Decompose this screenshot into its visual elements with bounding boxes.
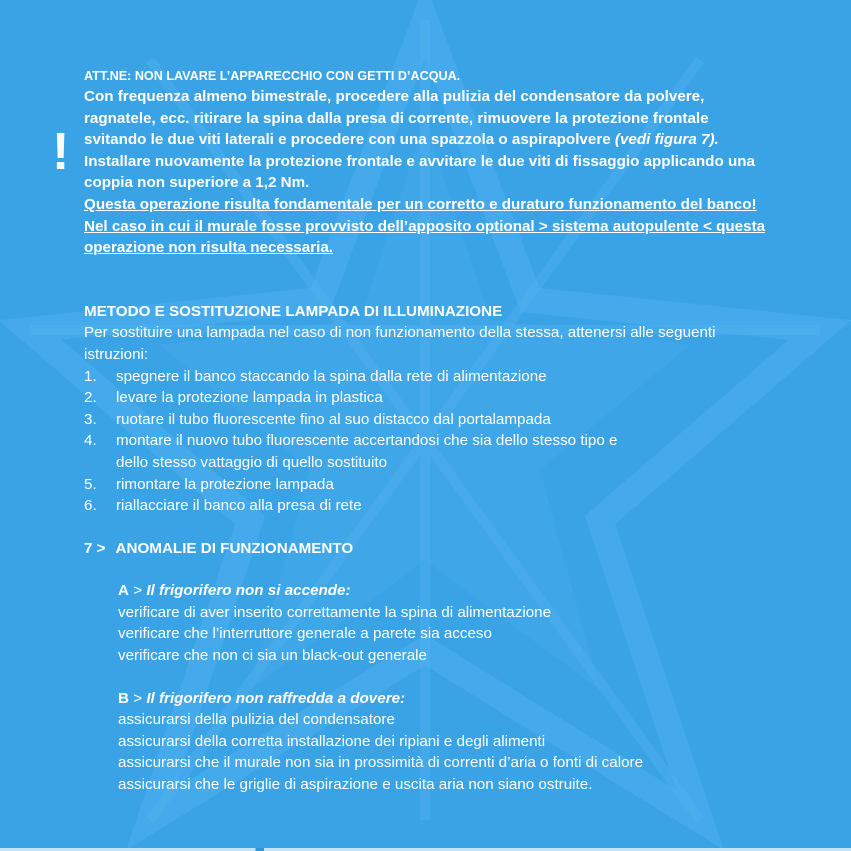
anomaly-title: Il frigorifero non raffredda a dovere: (146, 689, 406, 707)
document-body (84, 66, 774, 796)
anomaly-arrow: > (133, 689, 143, 707)
list-item: assicurarsi che le griglie di aspirazione e uscita aria non siano ostruite. (118, 776, 593, 794)
figure-reference: (vedi figura 7). (614, 131, 719, 149)
list-item (84, 387, 774, 409)
list-item: verificare che non ci sia un black-out generale (118, 647, 427, 665)
step-text: montare il nuovo tubo fluorescente accertandosi che sia dello stesso tipo e dello stesso vattaggio di quello sostituito (116, 432, 618, 471)
lamp-steps-list (84, 366, 774, 517)
lamp-section (84, 301, 774, 517)
lamp-heading: METODO E SOSTITUZIONE LAMPADA DI ILLUMINAZIONE (84, 302, 503, 320)
water-warning-heading: ATT.NE: NON LAVARE L’APPARECCHIO CON GETTI D’ACQUA. (84, 69, 461, 83)
cleaning-main-text: Con frequenza almeno bimestrale, procedere alla pulizia del condensatore da polvere, ragnatele, ecc. ritirare la spina dalla presa di corrente, rimuovere la protezione frontale svitando le due viti laterali e procedere con una spazzola o aspirapolvere (84, 88, 709, 149)
list-item (84, 430, 774, 473)
important-note: Questa operazione risulta fondamentale per un corretto e duraturo funzionamento del banco! Nel caso in cui il murale fosse provvisto dell’apposito optional > sistema autopulente < questa operazione non risulta necessaria. (84, 195, 766, 257)
anomaly-letter: A (118, 582, 129, 600)
step-text: rimontare la protezione lampada (116, 475, 334, 493)
list-item (84, 495, 774, 517)
list-item: verificare che l’interruttore generale a parete sia acceso (118, 625, 492, 643)
maintenance-section (84, 66, 774, 259)
cleaning-instructions (84, 86, 774, 151)
step-text: spegnere il banco staccando la spina dalla rete di alimentazione (116, 367, 547, 385)
list-item: assicurarsi della pulizia del condensatore (118, 711, 395, 729)
step-number: 2. (84, 389, 97, 407)
step-text: riallacciare il banco alla presa di rete (116, 497, 362, 515)
anomaly-b (84, 688, 774, 796)
step-number: 3. (84, 410, 97, 428)
step-number: 6. (84, 497, 97, 515)
lamp-intro: Per sostituire una lampada nel caso di non funzionamento della stessa, attenersi alle seguenti istruzioni: (84, 324, 716, 363)
list-item: assicurarsi della corretta installazione dei ripiani e degli alimenti (118, 732, 546, 750)
step-text: levare la protezione lampada in plastica (116, 389, 383, 407)
list-item (84, 409, 774, 431)
step-number: 4. (84, 432, 97, 450)
anomaly-letter: B (118, 689, 129, 707)
list-item: assicurarsi che il murale non sia in prossimità di correnti d’aria o fonti di calore (118, 754, 644, 772)
step-number: 1. (84, 367, 97, 385)
section-title: ANOMALIE DI FUNZIONAMENTO (115, 539, 354, 557)
anomaly-title: Il frigorifero non si accende: (146, 582, 351, 600)
anomaly-a (84, 580, 774, 666)
list-item: verificare di aver inserito correttamente la spina di alimentazione (118, 603, 552, 621)
section-number: 7 > (84, 539, 106, 557)
anomaly-arrow: > (133, 582, 143, 600)
anomalies-section (84, 538, 774, 796)
list-item (84, 366, 774, 388)
warning-icon: ! (52, 123, 70, 181)
step-number: 5. (84, 475, 97, 493)
list-item (84, 474, 774, 496)
anomalies-heading (84, 538, 774, 560)
reinstall-instructions: Installare nuovamente la protezione frontale e avvitare le due viti di fissaggio applicando una coppia non superiore a 1,2 Nm. (84, 152, 755, 192)
step-text: ruotare il tubo fluorescente fino al suo distacco dal portalampada (116, 410, 551, 428)
